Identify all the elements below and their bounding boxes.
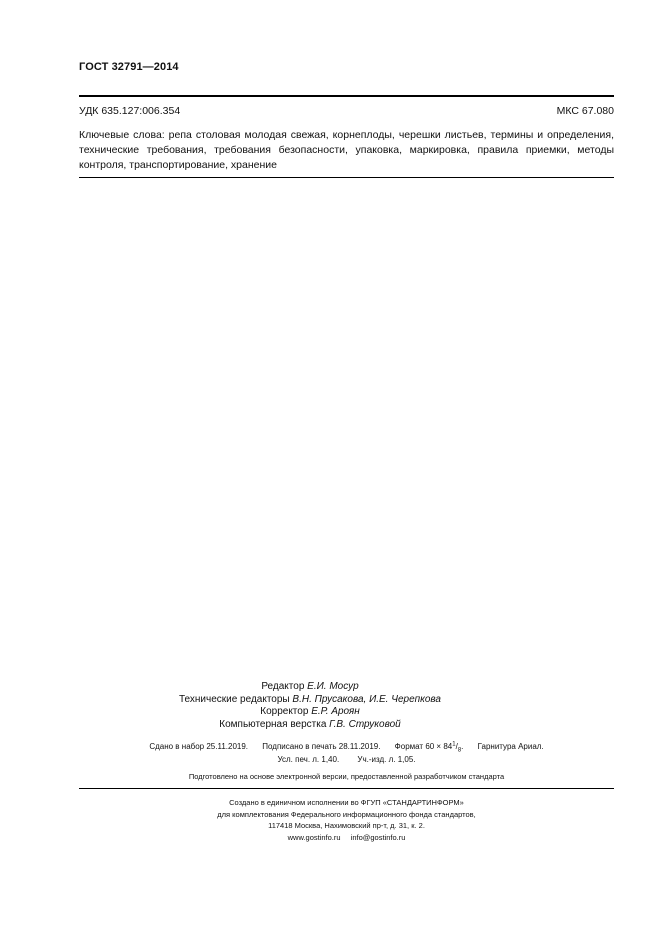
prepared-note: Подготовлено на основе электронной версии, предоставленной разработчиком стандарта [188, 772, 505, 781]
editor-label: Редактор [261, 681, 305, 692]
editor-line [100, 681, 520, 694]
website-link[interactable]: www.gostinfo.ru [287, 832, 341, 842]
layout-label: Компьютерная верстка [219, 718, 327, 730]
tech-editors-names: В.Н. Прусакова, И.Е. Черепкова [292, 693, 441, 705]
header-divider [79, 95, 614, 97]
proofreader-name: Е.Р. Ароян [311, 706, 360, 718]
footer-divider [79, 788, 614, 789]
keywords-paragraph: Ключевые слова: репа столовая молодая свежая, корнеплоды, черешки листьев, термины и определения, технические требования, требования безопасности, упаковка, маркировка, правила приемки, методы контроля, транспортирование, хранение [79, 129, 614, 171]
proofreader-label: Корректор [260, 706, 309, 718]
mks-code: МКС 67.080 [556, 105, 614, 117]
footer-line-2: для комплектования Федерального информационного фонда стандартов, [217, 809, 476, 819]
footer-address: 117418 Москва, Нахимовский пр-т, д. 31, к. 2. [268, 821, 425, 830]
sheets-info-line [79, 755, 614, 764]
publisher-footer [79, 797, 614, 843]
footer-contacts [79, 832, 614, 844]
footer-line-1: Создано в единичном исполнении во ФГУП «СТАНДАРТИНФОРМ» [229, 798, 464, 807]
paper-format: Формат $60 \times 84^1/_8$. [394, 741, 464, 754]
typeface: Гарнитура Ариал. [477, 741, 544, 751]
email-link[interactable]: info@gostinfo.ru [350, 832, 406, 842]
editor-name: Е.И. Мосур [307, 681, 359, 692]
signed-date: Подписано в печать 28.11.2019. [262, 741, 381, 751]
standard-number: ГОСТ 32791—2014 [79, 61, 179, 73]
layout-name: Г.В. Струковой [329, 718, 401, 730]
keywords-divider [79, 177, 614, 178]
tech-editors-line [100, 694, 520, 707]
print-info-line [79, 741, 614, 753]
publish-sheets: Уч.-изд. л. 1,05. [357, 755, 416, 764]
tech-editors-label: Технические редакторы [178, 693, 290, 705]
editorial-staff [100, 681, 520, 731]
print-sheets: Усл. печ. л. 1,40. [277, 755, 340, 764]
submitted-date: Сдано в набор 25.11.2019. [149, 741, 249, 751]
proofreader-line [100, 706, 520, 719]
layout-line [100, 719, 520, 732]
udk-code: УДК 635.127:006.354 [79, 105, 181, 117]
